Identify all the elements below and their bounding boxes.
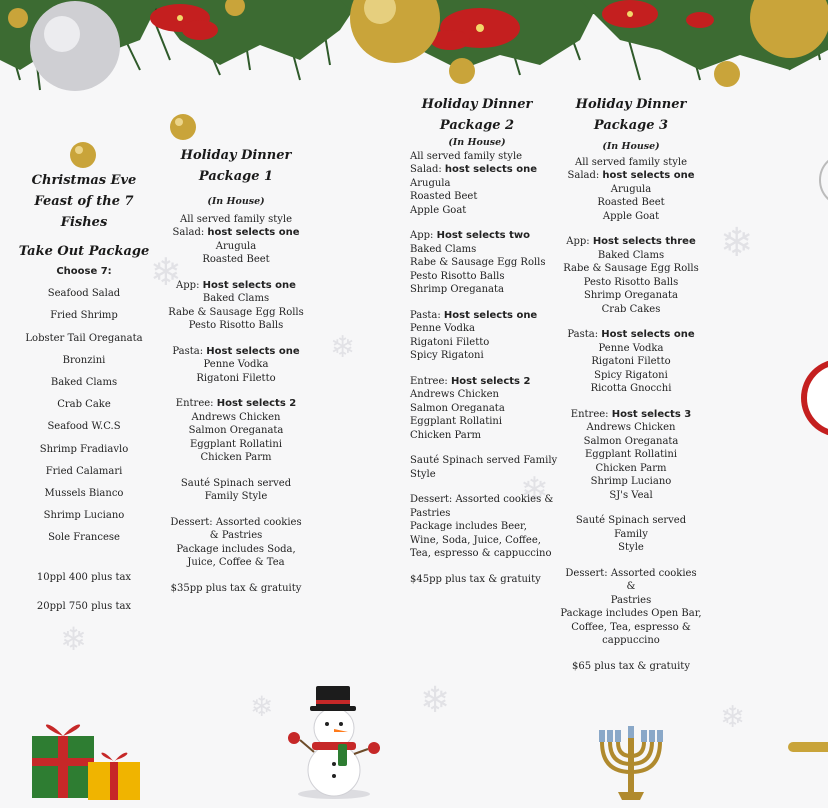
list-item: Shrimp Fradiavlo	[39, 443, 129, 455]
list-item: Andrews Chicken	[191, 411, 281, 423]
ornament-icon	[800, 358, 828, 438]
dessert-section: Dessert: Assorted cookies & Pastries Package includes Open Bar, Coffee, Tea, espresso & cappuccino	[560, 567, 702, 646]
list-item: Mussels Bianco	[44, 487, 124, 499]
menorah-icon	[594, 726, 668, 804]
app-section: App: Host selects one Baked Clams Rabe & Sausage Egg Rolls Pesto Risotto Balls	[168, 279, 304, 331]
list-item: Seafood Salad	[47, 288, 121, 300]
pasta-section: Pasta: Host selects one Penne Vodka Rigatoni Filetto Spicy Rigatoni Ricotta Gnocchi	[560, 328, 702, 396]
package-1-title: Holiday Dinner Package 1	[180, 148, 292, 184]
list-item: Pesto Risotto Balls	[188, 320, 284, 331]
package-1-column	[168, 145, 304, 595]
list-item: Bronzini	[62, 354, 106, 366]
spinach-note: Sauté Spinach served Family Style	[575, 515, 687, 553]
list-item: Shrimp Luciano	[590, 476, 672, 487]
list-item: Crab Cakes	[601, 303, 661, 315]
family-style-note: All served family style	[410, 150, 523, 162]
list-item: Sole Francese	[48, 532, 120, 544]
entree-section: Entree: Host selects 3 Andrews Chicken Salmon Oreganata Eggplant Rollatini Chicken Parm Shrimp Luciano SJ's Veal	[560, 408, 702, 503]
list-item: Roasted Beet	[597, 197, 665, 208]
list-item: Rigatoni Filetto	[591, 356, 671, 367]
choose-seven-label: Choose 7:	[56, 266, 112, 277]
spinach-note: Sauté Spinach served Family Style	[410, 455, 558, 480]
gift-icon	[28, 716, 148, 804]
list-item: Baked Clams	[597, 249, 665, 261]
package-2-title: Holiday Dinner Package 2	[421, 97, 533, 133]
pasta-section: Pasta: Host selects one Penne Vodka Rigatoni Filetto	[168, 345, 304, 386]
list-item: Apple Goat	[410, 204, 467, 216]
list-item: Chicken Parm	[410, 429, 481, 441]
list-item: Rigatoni Filetto	[410, 336, 490, 348]
list-item: Fried Shrimp	[50, 310, 118, 322]
list-item: SJ's Veal	[609, 489, 653, 501]
in-house-label: (In House)	[448, 137, 506, 148]
list-item: Apple Goat	[602, 210, 660, 222]
price-20ppl: 20ppl 750 plus tax	[36, 601, 132, 613]
feast-title: Christmas Eve Feast of the 7 Fishes	[31, 173, 137, 230]
package-2-column	[410, 94, 560, 586]
list-item: Penne Vodka	[203, 359, 269, 370]
list-item: Salmon Oreganata	[188, 425, 284, 436]
list-item: Andrews Chicken	[410, 389, 499, 400]
ornament-icon	[449, 58, 475, 84]
list-item: Spicy Rigatoni	[410, 350, 484, 361]
app-section: App: Host selects three Baked Clams Rabe & Sausage Egg Rolls Pesto Risotto Balls Shrimp Oreganata Crab Cakes	[560, 235, 702, 316]
in-house-label: (In House)	[602, 141, 660, 152]
salad-section: Salad: host selects one Arugula Roasted Beet Apple Goat	[410, 163, 560, 217]
list-item: Chicken Parm	[595, 462, 667, 474]
pasta-section: Pasta: Host selects one Penne Vodka Rigatoni Filetto Spicy Rigatoni	[410, 309, 560, 363]
take-out-package-title: Take Out Package	[18, 244, 150, 259]
list-item: Seafood W.C.S	[47, 421, 121, 433]
list-item: Baked Clams	[50, 376, 118, 388]
ornament-icon	[714, 61, 740, 87]
list-item: Ricotta Gnocchi	[590, 383, 672, 394]
list-item: Rigatoni Filetto	[196, 372, 276, 384]
snowman-icon	[282, 682, 386, 800]
snowflake-icon: ❄	[330, 330, 356, 365]
list-item: Arugula	[410, 177, 451, 189]
list-item: Shrimp Oreganata	[584, 290, 678, 301]
ornament-icon	[816, 150, 828, 210]
entree-section: Entree: Host selects 2 Andrews Chicken Salmon Oreganata Eggplant Rollatini Chicken Parm	[410, 375, 560, 443]
list-item: Arugula	[215, 240, 257, 252]
list-item: Spicy Rigatoni	[594, 369, 668, 381]
list-item: Chicken Parm	[200, 452, 272, 463]
list-item: Andrews Chicken	[586, 422, 676, 433]
snowflake-icon: ❄	[150, 250, 182, 294]
fish-item-list	[18, 287, 150, 545]
list-item: Baked Clams	[410, 243, 477, 255]
snowflake-icon: ❄	[420, 680, 451, 721]
list-item: Penne Vodka	[598, 342, 664, 354]
ornament-icon	[168, 112, 198, 142]
list-item: Shrimp Luciano	[43, 510, 125, 522]
list-item: Pesto Risotto Balls	[583, 276, 679, 288]
package-3-column	[560, 94, 702, 673]
list-item: Baked Clams	[202, 293, 270, 304]
list-item: Rabe & Sausage Egg Rolls	[410, 257, 546, 268]
list-item: Crab Cake	[57, 399, 111, 411]
list-item: Roasted Beet	[202, 254, 270, 265]
package-price: $35pp plus tax & gratuity	[170, 582, 302, 594]
dessert-section: Dessert: Assorted cookies & Pastries Package includes Soda, Juice, Coffee & Tea	[170, 516, 302, 568]
list-item: Fried Calamari	[45, 465, 123, 477]
family-style-note: All served family style	[179, 213, 293, 225]
snowflake-icon: ❄	[720, 700, 746, 735]
package-3-title: Holiday Dinner Package 3	[575, 97, 687, 133]
in-house-label: (In House)	[207, 196, 265, 207]
snowflake-icon: ❄	[520, 470, 549, 510]
package-price: $45pp plus tax & gratuity	[410, 573, 541, 585]
list-item: Shrimp Oreganata	[410, 284, 504, 295]
ornament-icon	[68, 140, 98, 170]
list-item: Lobster Tail Oreganata	[25, 332, 143, 344]
list-item: Eggplant Rollatini	[584, 449, 678, 460]
list-item: Rabe & Sausage Egg Rolls	[168, 306, 304, 318]
list-item: Arugula	[610, 183, 652, 195]
snowflake-icon: ❄	[720, 220, 754, 266]
list-item: Salmon Oreganata	[410, 402, 505, 414]
feast-seven-fishes-column	[18, 170, 150, 622]
list-item: Salmon Oreganata	[583, 435, 679, 447]
list-item: Pesto Risotto Balls	[410, 270, 505, 282]
package-price: $65 plus tax & gratuity	[572, 660, 690, 672]
list-item: Eggplant Rollatini	[410, 416, 503, 427]
snowflake-icon: ❄	[60, 620, 87, 658]
list-item: Rabe & Sausage Egg Rolls	[563, 263, 699, 274]
app-section: App: Host selects two Baked Clams Rabe & Sausage Egg Rolls Pesto Risotto Balls Shrimp Oreganata	[410, 229, 560, 297]
family-style-note: All served family style	[574, 156, 688, 168]
snowflake-icon: ❄	[250, 690, 274, 723]
list-item: Roasted Beet	[410, 191, 478, 202]
entree-section: Entree: Host selects 2 Andrews Chicken Salmon Oreganata Eggplant Rollatini Chicken Parm	[168, 397, 304, 465]
list-item: Penne Vodka	[410, 323, 475, 334]
price-10ppl: 10ppl 400 plus tax	[36, 571, 132, 583]
list-item: Eggplant Rollatini	[189, 438, 283, 450]
salad-section: Salad: host selects one Arugula Roasted Beet Apple Goat	[560, 169, 702, 223]
salad-section: Salad: host selects one Arugula Roasted Beet	[168, 226, 304, 267]
dessert-section: Dessert: Assorted cookies & Pastries Package includes Beer, Wine, Soda, Juice, Coffee, Tea, espresso & cappuccino	[410, 494, 554, 559]
ornament-icon	[788, 742, 828, 752]
spinach-note: Sauté Spinach served Family Style	[180, 477, 292, 502]
